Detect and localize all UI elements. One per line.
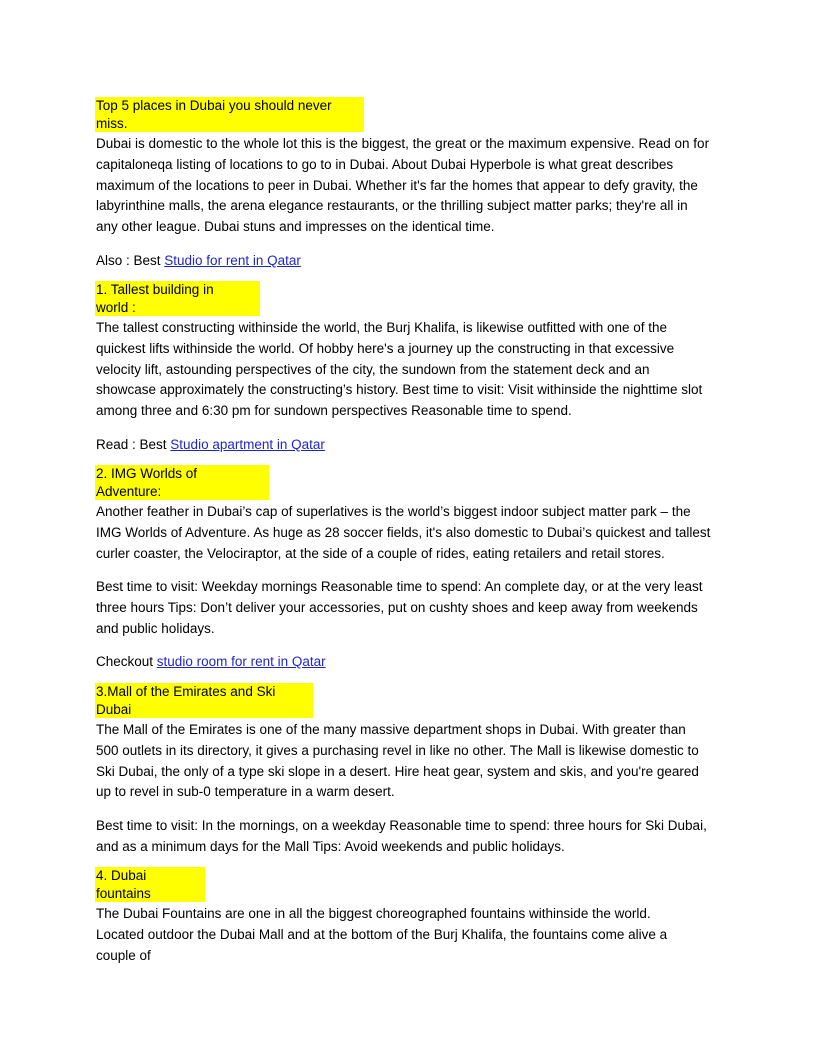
text-line: capitaloneqa listing of locations to go to in Dubai. About Dubai Hyperbole is what great describes [96,156,674,172]
text-line: Best time to visit: Weekday mornings Reasonable time to spend: An complete day, or at the very least [96,579,703,594]
text-line: The Mall of the Emirates is one of the many massive department shops in Dubai. With greater than [96,722,686,737]
text-line: Best time to visit: In the mornings, on a weekday Reasonable time to spend: three hours for Ski Dubai, [96,818,707,833]
section-3-heading [95,683,313,718]
text-line: Located outdoor the Dubai Mall and at the bottom of the Burj Khalifa, the fountains come alive a [96,926,668,942]
link-prefix: Read : Best [96,437,171,452]
section-3-paragraph [96,720,720,803]
text-line: up to revel in sub-0 temperature in a warm desert. [96,784,395,800]
section-1-paragraph [96,318,720,422]
heading-line: Adventure: [96,483,162,499]
text-line: quickest lifts withinside the world. Of hobby here's a journey up the constructing in that excessive [96,340,675,356]
text-line: velocity lift, astounding perspectives of the city, the sundown from the statement deck and an [96,361,650,377]
heading-line: fountains [96,885,151,901]
section-2-tips-paragraph [96,577,720,639]
heading-line: 4. Dubai [96,868,147,883]
text-line: 500 outlets in its directory, it gives a purchasing revel in like no other. The Mall is likewise domestic to [96,742,699,758]
section-2-paragraph [96,502,720,564]
title-highlight [95,97,364,132]
text-line: IMG Worlds of Adventure. As huge as 28 soccer fields, it's also domestic to Dubai’s quickest and tallest [96,524,711,540]
section-4-paragraph [96,904,720,966]
text-line: any other league. Dubai stuns and impresses on the identical time. [96,219,495,235]
text-line: among three and 6:30 pm for sundown perspectives Reasonable time to spend. [96,403,572,419]
text-line: showcase approximately the constructing’s history. Best time to visit: Visit withinside the nighttime slot [96,382,703,398]
title-line: miss. [96,115,128,131]
intro-paragraph [96,134,720,238]
text-line: three hours Tips: Don’t deliver your accessories, put on cushty shoes and keep away from weekends [96,599,698,615]
studio-room-link[interactable]: studio room for rent in Qatar [156,654,326,669]
heading-line: Dubai [96,701,132,717]
text-line: couple of [96,947,151,963]
heading-line: 3.Mall of the Emirates and Ski [96,684,276,699]
link-line-2 [96,435,720,456]
text-line: curler coaster, the Velociraptor, at the side of a couple of rides, eating retailers and retail stores. [96,545,665,561]
text-line: maximum of the locations to peer in Dubai. Whether it's far the homes that appear to defy gravity, the [96,177,698,193]
text-line: Another feather in Dubai’s cap of superlatives is the world’s biggest indoor subject matter park – the [96,504,691,519]
section-1-heading [95,281,260,316]
section-3-tips-paragraph [96,816,720,858]
text-line: labyrinthine malls, the arena elegance restaurants, or the thrilling subject matter parks; they're all in [96,198,688,214]
link-line-1 [96,251,720,272]
heading-line: 1. Tallest building in [96,282,214,297]
text-line: Dubai is domestic to the whole lot this is the biggest, the great or the maximum expensive. Read on for [96,136,710,151]
section-4-heading [95,867,205,902]
text-line: and public holidays. [96,620,215,636]
text-line: Ski Dubai, the only of a type ski slope in a desert. Hire heat gear, system and skis, and you're geared [96,763,699,779]
text-line: The Dubai Fountains are one in all the biggest choreographed fountains withinside the world. [96,906,651,921]
heading-line: world : [96,299,136,315]
section-2-heading [95,465,269,500]
link-prefix: Checkout [96,654,157,669]
studio-apartment-link[interactable]: Studio apartment in Qatar [170,437,325,452]
text-line: and as a minimum days for the Mall Tips: Avoid weekends and public holidays. [96,838,565,854]
heading-line: 2. IMG Worlds of [96,466,198,481]
link-line-3 [96,652,720,673]
text-line: The tallest constructing withinside the world, the Burj Khalifa, is likewise outfitted with one of the [96,320,668,335]
title-line: Top 5 places in Dubai you should never [96,98,332,113]
studio-for-rent-link[interactable]: Studio for rent in Qatar [164,253,301,268]
link-prefix: Also : Best [96,253,165,268]
